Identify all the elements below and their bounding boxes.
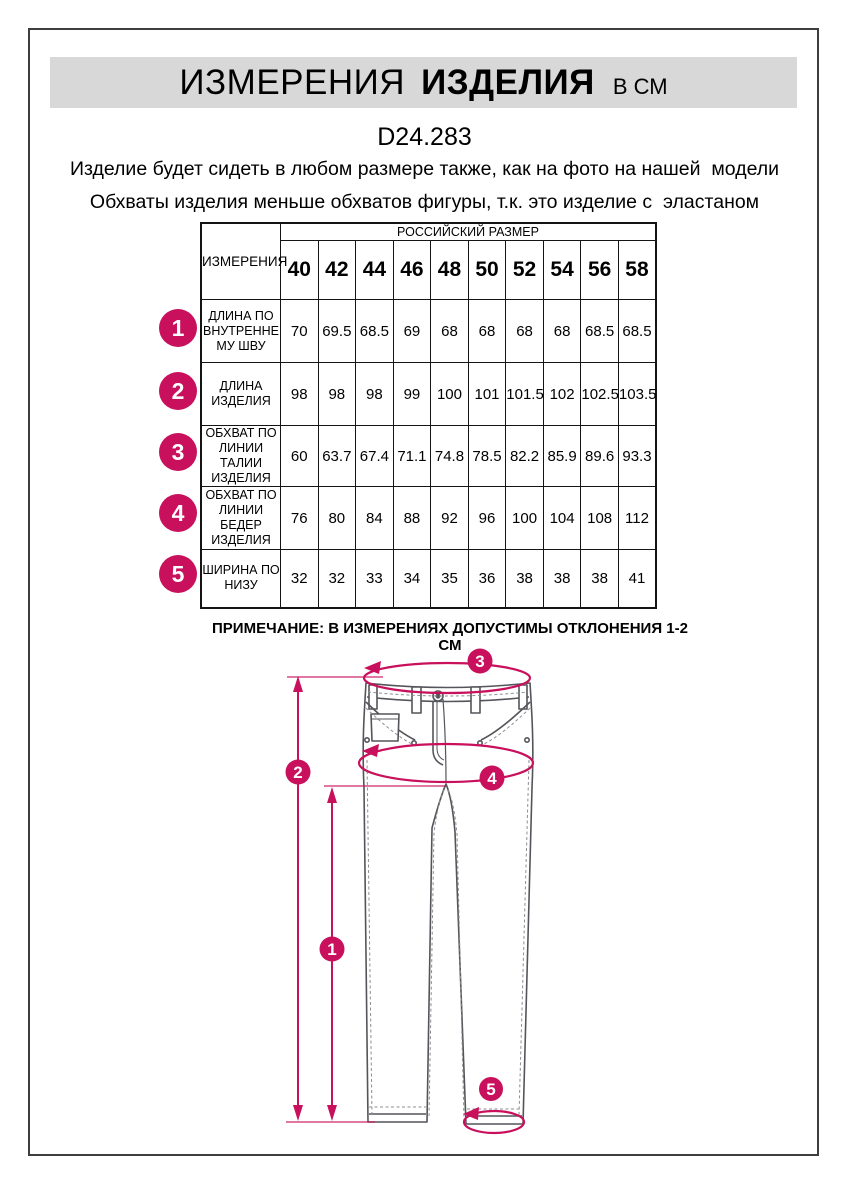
measurement-value: 80 xyxy=(318,487,356,550)
measurement-value: 101.5 xyxy=(506,363,544,426)
measurement-value: 35 xyxy=(431,550,469,608)
measurement-value: 102.5 xyxy=(581,363,619,426)
size-col-header: 42 xyxy=(318,241,356,300)
measurement-label: ДЛИНА ПО ВНУТРЕННЕ МУ ШВУ xyxy=(201,300,281,363)
page-title-product: ИЗДЕЛИЯ xyxy=(421,63,595,102)
row-marker: 5 xyxy=(159,555,197,593)
measurement-value: 60 xyxy=(281,426,319,487)
measurement-value: 78.5 xyxy=(468,426,506,487)
measurement-value: 68.5 xyxy=(356,300,394,363)
measurement-value: 32 xyxy=(281,550,319,608)
tolerance-note: ПРИМЕЧАНИЕ: В ИЗМЕРЕНИЯХ ДОПУСТИМЫ ОТКЛОНЕНИЯ 1-2 СМ xyxy=(212,620,688,654)
measurement-value: 104 xyxy=(543,487,581,550)
measurement-value: 89.6 xyxy=(581,426,619,487)
row-marker: 2 xyxy=(159,372,197,410)
measurement-value: 103.5 xyxy=(618,363,656,426)
measurement-value: 36 xyxy=(468,550,506,608)
jeans-measurement-diagram xyxy=(278,648,590,1140)
measurement-value: 74.8 xyxy=(431,426,469,487)
arrowhead xyxy=(293,676,303,692)
measurement-value: 102 xyxy=(543,363,581,426)
size-col-header: 48 xyxy=(431,241,469,300)
size-col-header: 52 xyxy=(506,241,544,300)
measurement-value: 84 xyxy=(356,487,394,550)
measurement-value: 38 xyxy=(543,550,581,608)
size-col-header: 44 xyxy=(356,241,394,300)
measurement-value: 68 xyxy=(431,300,469,363)
measurement-value: 100 xyxy=(431,363,469,426)
measurement-value: 99 xyxy=(393,363,431,426)
badge-5-number: 5 xyxy=(486,1080,496,1099)
measurement-value: 98 xyxy=(281,363,319,426)
badge-2-number: 2 xyxy=(293,763,303,782)
table-row xyxy=(201,426,656,487)
table-row xyxy=(201,487,656,550)
measurement-value: 101 xyxy=(468,363,506,426)
measurement-value: 69.5 xyxy=(318,300,356,363)
arrowhead xyxy=(293,1105,303,1121)
badge-3-number: 3 xyxy=(475,652,485,671)
measurement-value: 96 xyxy=(468,487,506,550)
measurement-label: ОБХВАТ ПО ЛИНИИ ТАЛИИ ИЗДЕЛИЯ xyxy=(201,426,281,487)
measurement-value: 82.2 xyxy=(506,426,544,487)
row-marker: 1 xyxy=(159,309,197,347)
badge-4-number: 4 xyxy=(487,769,497,788)
measurement-value: 32 xyxy=(318,550,356,608)
size-col-header: 56 xyxy=(581,241,619,300)
arrowhead xyxy=(327,787,337,803)
page-title-measurements: ИЗМЕРЕНИЯ xyxy=(179,63,406,102)
measurement-value: 100 xyxy=(506,487,544,550)
row-marker: 4 xyxy=(159,494,197,532)
measurement-value: 34 xyxy=(393,550,431,608)
measurement-value: 68 xyxy=(506,300,544,363)
table-row xyxy=(201,550,656,608)
measurement-value: 93.3 xyxy=(618,426,656,487)
measurement-value: 67.4 xyxy=(356,426,394,487)
measurement-value: 63.7 xyxy=(318,426,356,487)
table-row xyxy=(201,363,656,426)
size-col-header: 40 xyxy=(281,241,319,300)
measurement-value: 68 xyxy=(543,300,581,363)
size-col-header: 58 xyxy=(618,241,656,300)
subtitle-elastane: Обхваты изделия меньше обхватов фигуры, т.к. это изделие с эластаном xyxy=(89,191,760,213)
table-header-row xyxy=(201,223,656,241)
badge-1-number: 1 xyxy=(327,940,337,959)
arrowhead xyxy=(327,1105,337,1121)
measurement-value: 88 xyxy=(393,487,431,550)
size-col-header: 50 xyxy=(468,241,506,300)
measurement-value: 85.9 xyxy=(543,426,581,487)
measurement-value: 98 xyxy=(356,363,394,426)
size-col-header: 46 xyxy=(393,241,431,300)
rivet xyxy=(525,738,529,742)
size-col-header: 54 xyxy=(543,241,581,300)
coin-pocket xyxy=(371,714,399,741)
measurement-value: 76 xyxy=(281,487,319,550)
russian-size-header: РОССИЙСКИЙ РАЗМЕР xyxy=(281,223,657,241)
measurement-value: 112 xyxy=(618,487,656,550)
size-table xyxy=(200,222,657,609)
measurement-value: 41 xyxy=(618,550,656,608)
measurement-value: 68.5 xyxy=(581,300,619,363)
measurements-corner-header: ИЗМЕРЕНИЯ xyxy=(201,223,281,300)
measurement-value: 71.1 xyxy=(393,426,431,487)
rivet xyxy=(365,738,369,742)
measurement-value: 98 xyxy=(318,363,356,426)
measurement-value: 108 xyxy=(581,487,619,550)
measurement-value: 33 xyxy=(356,550,394,608)
measurement-value: 68.5 xyxy=(618,300,656,363)
measurement-value: 92 xyxy=(431,487,469,550)
measurement-value: 68 xyxy=(468,300,506,363)
measurement-value: 70 xyxy=(281,300,319,363)
measurement-value: 38 xyxy=(581,550,619,608)
article-code: D24.283 xyxy=(377,123,472,151)
measurement-value: 69 xyxy=(393,300,431,363)
measurement-value: 38 xyxy=(506,550,544,608)
measurement-label: ШИРИНА ПО НИЗУ xyxy=(201,550,281,608)
table-row xyxy=(201,300,656,363)
subtitle-fit: Изделие будет сидеть в любом размере также, как на фото на нашей модели xyxy=(69,158,780,180)
measurement-label: ОБХВАТ ПО ЛИНИИ БЕДЕР ИЗДЕЛИЯ xyxy=(201,487,281,550)
row-marker: 3 xyxy=(159,433,197,471)
title-bar xyxy=(50,57,797,108)
page-title-units: В СМ xyxy=(612,74,668,99)
measurement-label: ДЛИНА ИЗДЕЛИЯ xyxy=(201,363,281,426)
